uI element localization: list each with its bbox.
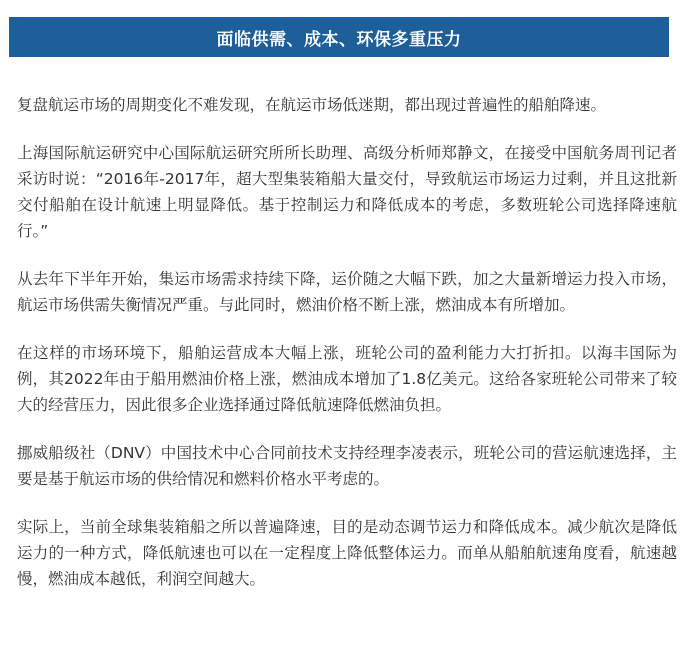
section-title: 面临供需、成本、环保多重压力 (216, 29, 462, 50)
article-body (17, 92, 677, 614)
section-header-bar (9, 17, 669, 57)
paragraph: 复盘航运市场的周期变化不难发现，在航运市场低迷期，都出现过普遍性的船舶降速。 (17, 96, 607, 114)
paragraph: 实际上，当前全球集装箱船之所以普遍降速，目的是动态调节运力和降低成本。减少航次是降低运力的一种方式，降低航速也可以在一定程度上降低整体运力。而单从船舶航速角度看，航速越慢，燃油成本越低，利润空间越大。 (17, 518, 677, 588)
paragraph: 从去年下半年开始，集运市场需求持续下降，运价随之大幅下跌，加之大量新增运力投入市场，航运市场供需失衡情况严重。与此同时，燃油价格不断上涨，燃油成本有所增加。 (17, 270, 677, 314)
paragraph: 挪威船级社（DNV）中国技术中心合同前技术支持经理李凌表示，班轮公司的营运航速选择，主要是基于航运市场的供给情况和燃料价格水平考虑的。 (17, 444, 677, 488)
paragraph: 上海国际航运研究中心国际航运研究所所长助理、高级分析师郑静文，在接受中国航务周刊记者采访时说：“2016年-2017年，超大型集装箱船大量交付，导致航运市场运力过剩，并且这批新交付船舶在设计航速上明显降低。基于控制运力和降低成本的考虑，多数班轮公司选择降速航行。” (17, 144, 677, 240)
paragraph: 在这样的市场环境下，船舶运营成本大幅上涨，班轮公司的盈利能力大打折扣。以海丰国际为例，其2022年由于船用燃油价格上涨，燃油成本增加了1.8亿美元。这给各家班轮公司带来了较大的经营压力，因此很多企业选择通过降低航速降低燃油负担。 (17, 344, 677, 414)
